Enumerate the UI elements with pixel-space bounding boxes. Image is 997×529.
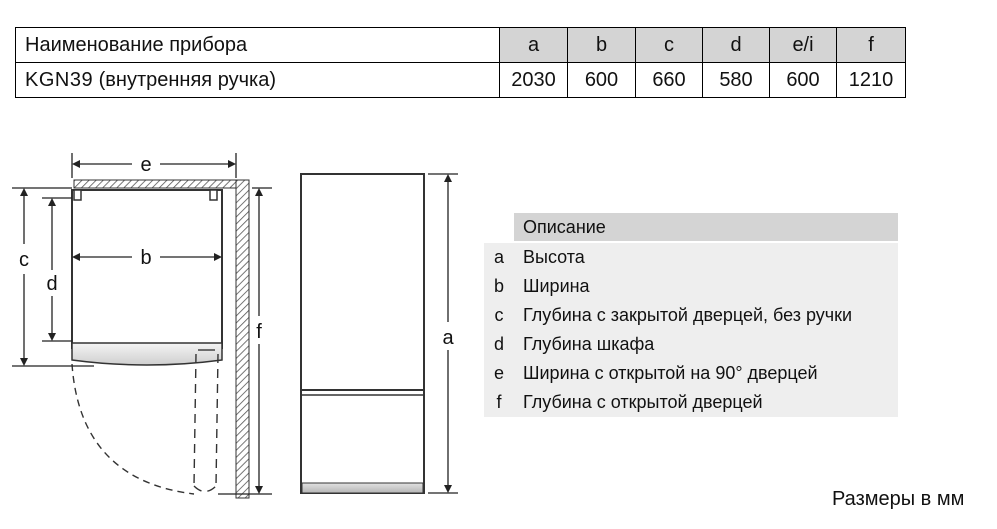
dimension-label-c: c bbox=[19, 249, 29, 271]
legend-item-b bbox=[484, 272, 898, 301]
value-f: 1210 bbox=[837, 63, 906, 98]
header-col-a: a bbox=[500, 28, 568, 63]
legend-key: d bbox=[493, 334, 504, 354]
legend-title: Описание bbox=[514, 213, 898, 241]
value-a: 2030 bbox=[500, 63, 568, 98]
fridge-front-body bbox=[301, 174, 424, 493]
wall-spacer-left bbox=[74, 190, 81, 200]
top-view bbox=[12, 153, 272, 498]
model-note: (внутренняя ручка) bbox=[93, 68, 276, 91]
description-legend bbox=[484, 213, 898, 417]
value-b: 600 bbox=[568, 63, 636, 98]
door-opened-outline bbox=[194, 354, 218, 492]
legend-item-d bbox=[484, 330, 898, 359]
legend-item-a bbox=[484, 243, 898, 272]
model-code: KGN39 bbox=[25, 68, 94, 91]
dimension-label-e: e bbox=[140, 154, 152, 176]
side-wall-hatch bbox=[236, 180, 249, 498]
legend-key: b bbox=[493, 276, 504, 296]
units-caption: Размеры в мм bbox=[832, 488, 965, 510]
header-col-e: e/i bbox=[770, 28, 837, 63]
dimension-label-b: b bbox=[140, 247, 152, 269]
legend-key: c bbox=[494, 305, 504, 325]
header-device-name: Наименование прибора bbox=[16, 28, 500, 63]
value-c: 660 bbox=[636, 63, 703, 98]
dimension-label-f: f bbox=[256, 321, 262, 343]
legend-list bbox=[484, 243, 898, 417]
door-closed bbox=[72, 343, 222, 365]
front-view bbox=[301, 174, 458, 493]
wall-spacer-right bbox=[210, 190, 217, 200]
legend-key: a bbox=[493, 247, 504, 267]
legend-text: Высота bbox=[523, 247, 585, 267]
legend-text: Глубина с открытой дверцей bbox=[523, 392, 763, 412]
header-col-c: c bbox=[636, 28, 703, 63]
legend-item-e bbox=[484, 359, 898, 388]
value-e: 600 bbox=[770, 63, 837, 98]
door-swing-arc bbox=[72, 364, 194, 494]
cabinet-body bbox=[72, 190, 222, 348]
dimension-label-a: a bbox=[442, 327, 454, 349]
dimension-label-d: d bbox=[46, 273, 58, 295]
legend-key: f bbox=[496, 392, 502, 412]
fridge-base-plinth bbox=[302, 483, 423, 493]
legend-key: e bbox=[493, 363, 504, 383]
header-col-f: f bbox=[837, 28, 906, 63]
legend-text: Глубина с закрытой дверцей, без ручки bbox=[523, 305, 853, 325]
legend-text: Ширина с открытой на 90° дверцей bbox=[523, 363, 818, 383]
legend-text: Глубина шкафа bbox=[523, 334, 655, 354]
back-wall-hatch bbox=[74, 180, 249, 188]
legend-text: Ширина bbox=[523, 276, 590, 296]
legend-item-c bbox=[484, 301, 898, 330]
header-col-d: d bbox=[703, 28, 770, 63]
header-col-b: b bbox=[568, 28, 636, 63]
legend-item-f bbox=[484, 388, 898, 417]
value-d: 580 bbox=[703, 63, 770, 98]
